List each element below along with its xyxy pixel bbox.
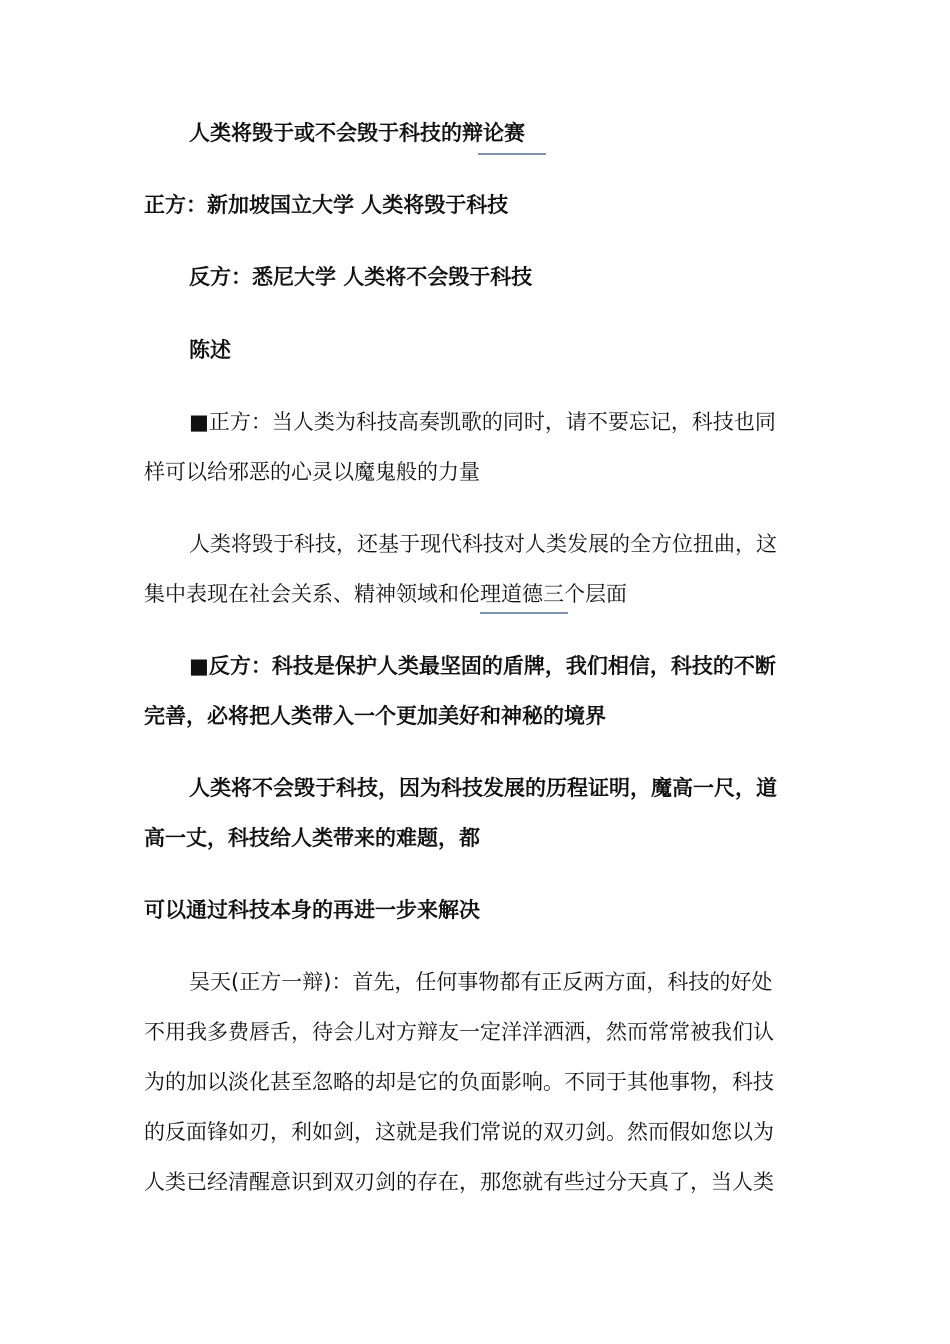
pro-side-line: 正方：新加坡国立大学 人类将毁于科技 (144, 193, 509, 217)
con-side-line: 反方：悉尼大学 人类将不会毁于科技 (189, 265, 533, 289)
pro-argument-line-1: 人类将毁于科技，还基于现代科技对人类发展的全方位扭曲，这 (189, 532, 777, 556)
speech-line-3: 为的加以淡化甚至忽略的却是它的负面影响。不同于其他事物，科技 (144, 1070, 774, 1094)
title-underline-mark (478, 153, 546, 155)
con-statement-line-2: 完善，必将把人类带入一个更加美好和神秘的境界 (144, 704, 606, 728)
speech-line-4: 的反面锋如刃，利如剑，这就是我们常说的双刃剑。然而假如您以为 (144, 1120, 774, 1144)
con-argument-line-3: 可以通过科技本身的再进一步来解决 (144, 898, 480, 922)
con-argument-line-1: 人类将不会毁于科技，因为科技发展的历程证明，魔高一尺，道 (189, 776, 777, 800)
pro-argument-line-2: 集中表现在社会关系、精神领域和伦理道德三个层面 (144, 582, 627, 606)
pro-statement-line-1: ■正方：当人类为科技高奏凯歌的同时，请不要忘记，科技也同 (189, 410, 776, 434)
con-statement-line-1: ■反方：科技是保护人类最坚固的盾牌，我们相信，科技的不断 (189, 654, 776, 678)
speech-line-1: 吴天(正方一辩)：首先，任何事物都有正反两方面，科技的好处 (189, 970, 773, 994)
speech-line-2: 不用我多费唇舌，待会儿对方辩友一定洋洋洒洒，然而常常被我们认 (144, 1020, 774, 1044)
section-heading: 陈述 (189, 338, 231, 362)
document-title: 人类将毁于或不会毁于科技的辩论赛 (189, 121, 525, 145)
ethics-underline-mark (480, 612, 568, 614)
speech-line-5: 人类已经清醒意识到双刃剑的存在，那您就有些过分天真了，当人类 (144, 1170, 774, 1194)
con-argument-line-2: 高一丈，科技给人类带来的难题，都 (144, 826, 480, 850)
pro-statement-line-2: 样可以给邪恶的心灵以魔鬼般的力量 (144, 460, 480, 484)
